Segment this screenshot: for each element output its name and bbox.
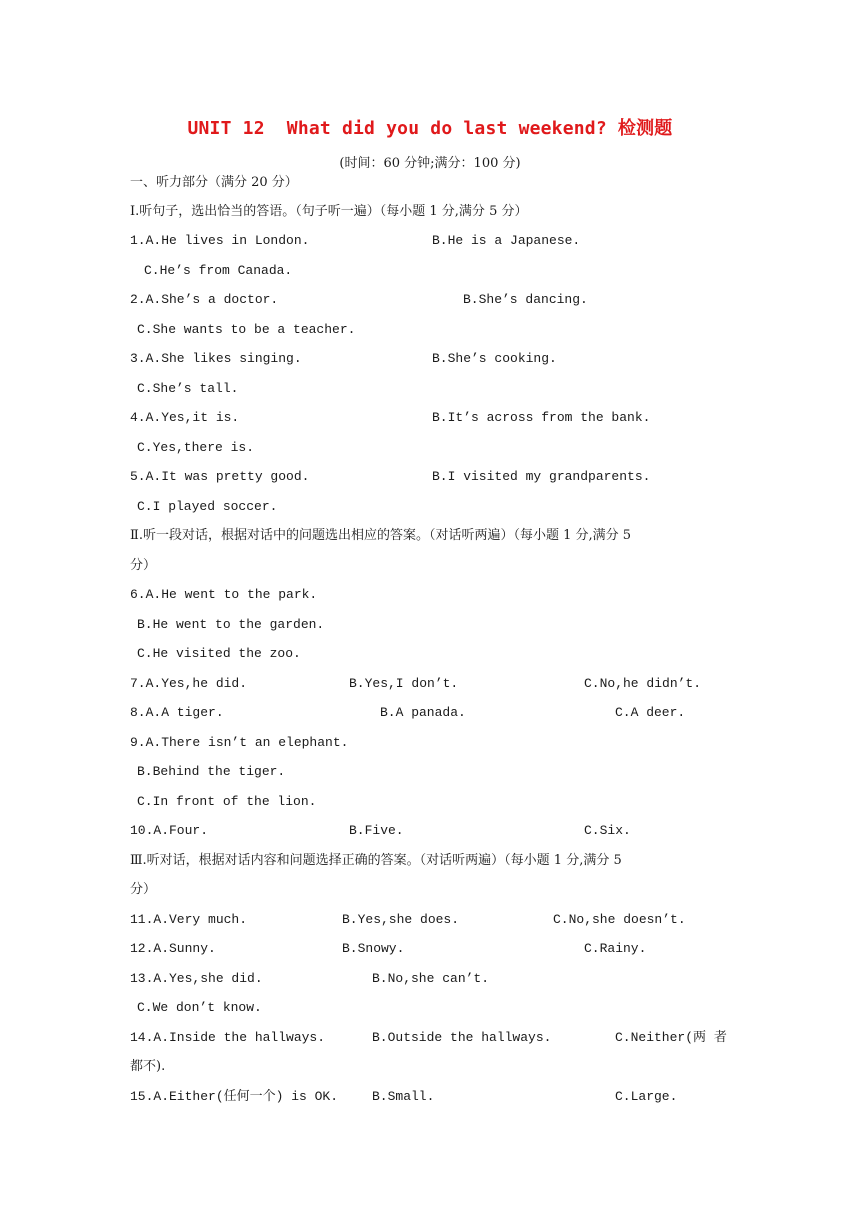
q2-option-b: B.She’s dancing. [463,292,588,307]
q5-option-a: 5.A.It was pretty good. [130,469,310,484]
q4-option-a: 4.A.Yes,it is. [130,410,240,425]
q9-option-b: B.Behind the tiger. [137,764,286,779]
q10-option-b: B.Five. [349,823,404,838]
q11-option-b: B.Yes,she does. [342,912,460,927]
q11-option-a: 11.A.Very much. [130,912,248,927]
q6-option-c: C.He visited the zoo. [137,646,301,661]
page-title: UNIT 12 What did you do last weekend? 检测题 [187,118,673,139]
q4-option-b: B.It’s across from the bank. [432,410,651,425]
section3-heading-line2: 分） [130,882,157,897]
q2-option-a: 2.A.She’s a doctor. [130,292,279,307]
q13-option-b: B.No,she can’t. [372,971,490,986]
q14-option-c: C.Neither(两 者 [615,1030,727,1045]
q13-option-a: 13.A.Yes,she did. [130,971,263,986]
q9-option-c: C.In front of the lion. [137,794,317,809]
q7-option-b: B.Yes,I don’t. [349,676,459,691]
q13-option-c: C.We don’t know. [137,1000,262,1015]
section2-heading-line1: Ⅱ.听一段对话，根据对话中的问题选出相应的答案。（对话听两遍）（每小题 1 分,满分 5 [130,528,632,543]
q15-option-a: 15.A.Either(任何一个) is OK. [130,1089,339,1104]
q10-option-c: C.Six. [584,823,631,838]
q8-option-c: C.A deer. [615,705,686,720]
q14-option-c-continued: 都不). [130,1059,166,1074]
q12-option-a: 12.A.Sunny. [130,941,216,956]
q6-option-b: B.He went to the garden. [137,617,325,632]
q9-option-a: 9.A.There isn’t an elephant. [130,735,349,750]
q14-option-b: B.Outside the hallways. [372,1030,552,1045]
q15-option-c: C.Large. [615,1089,678,1104]
q1-option-c: C.He’s from Canada. [144,263,293,278]
q12-option-c: C.Rainy. [584,941,647,956]
q11-option-c: C.No,she doesn’t. [553,912,686,927]
q3-option-b: B.She’s cooking. [432,351,557,366]
part1-heading: 一、听力部分（满分 20 分） [130,175,298,190]
q12-option-b: B.Snowy. [342,941,405,956]
q3-option-c: C.She’s tall. [137,381,239,396]
q5-option-b: B.I visited my grandparents. [432,469,651,484]
section3-heading-line1: Ⅲ.听对话，根据对话内容和问题选择正确的答案。（对话听两遍）（每小题 1 分,满分 5 [130,853,622,868]
section1-heading: Ⅰ.听句子，选出恰当的答语。（句子听一遍）（每小题 1 分,满分 5 分） [130,204,528,219]
q4-option-c: C.Yes,there is. [137,440,255,455]
q1-option-b: B.He is a Japanese. [432,233,581,248]
q6-option-a: 6.A.He went to the park. [130,587,318,602]
q8-option-b: B.A panada. [380,705,466,720]
q5-option-c: C.I played soccer. [137,499,278,514]
section2-heading-line2: 分） [130,558,157,573]
q15-option-b: B.Small. [372,1089,435,1104]
q1-option-a: 1.A.He lives in London. [130,233,310,248]
q14-option-a: 14.A.Inside the hallways. [130,1030,326,1045]
q7-option-a: 7.A.Yes,he did. [130,676,248,691]
q8-option-a: 8.A.A tiger. [130,705,224,720]
page-subtitle: (时间：60 分钟;满分：100 分) [339,156,521,171]
q7-option-c: C.No,he didn’t. [584,676,702,691]
q2-option-c: C.She wants to be a teacher. [137,322,356,337]
q10-option-a: 10.A.Four. [130,823,209,838]
q3-option-a: 3.A.She likes singing. [130,351,302,366]
